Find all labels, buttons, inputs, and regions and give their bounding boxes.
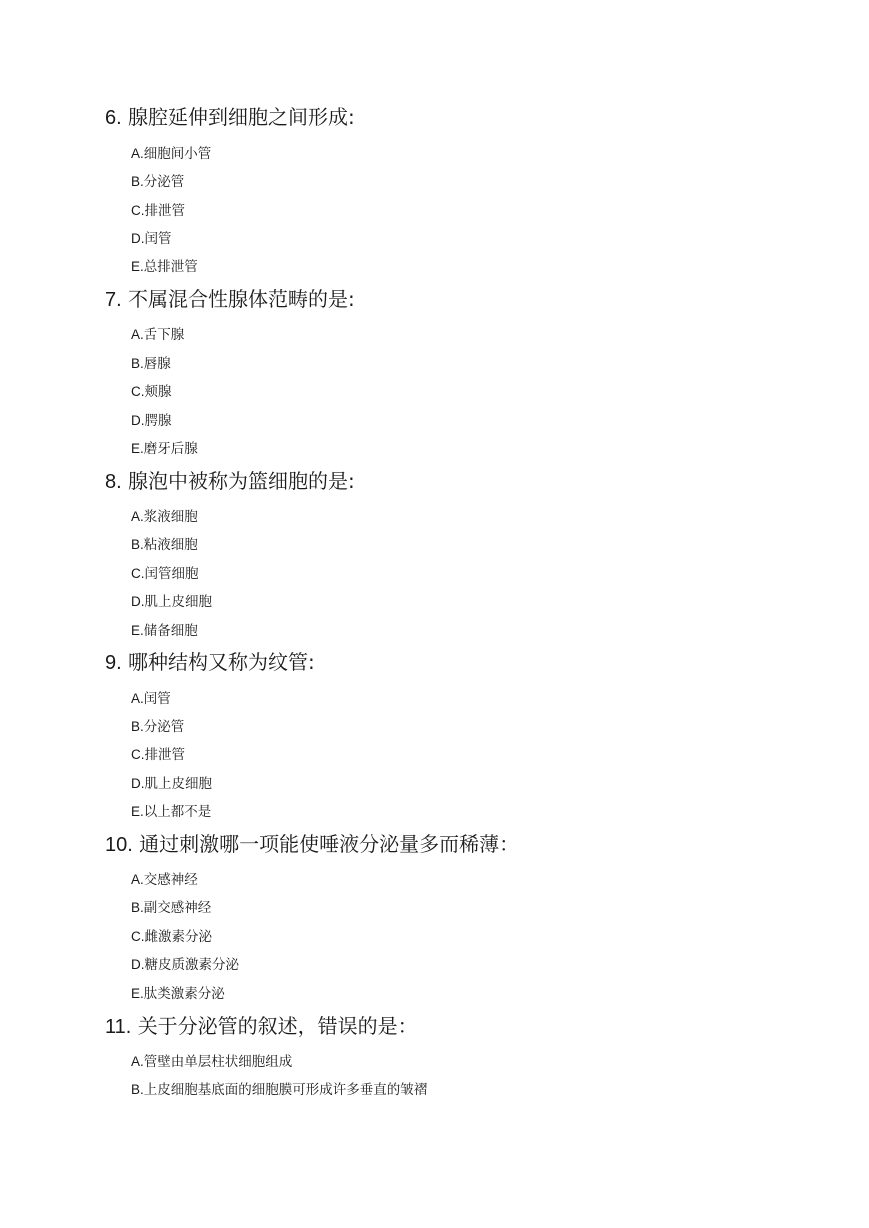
option-text: 颊腺 xyxy=(144,384,172,400)
question-text: 关于分泌管的叙述，错误的是： xyxy=(137,1014,418,1038)
question-title xyxy=(105,649,315,676)
option-text: 粘液细胞 xyxy=(143,537,198,553)
option-text: 肌上皮细胞 xyxy=(144,776,212,792)
option-b xyxy=(131,173,184,191)
question-title xyxy=(105,1013,418,1040)
option-a xyxy=(131,1053,292,1071)
option-text: 细胞间小管 xyxy=(143,146,212,162)
question-text: 腺泡中被称为篮细胞的是: xyxy=(128,469,355,493)
option-letter: E. xyxy=(131,986,144,1001)
option-letter: B. xyxy=(131,537,144,552)
question-title xyxy=(105,831,519,858)
option-letter: E. xyxy=(131,259,144,274)
option-e xyxy=(131,440,198,458)
option-a xyxy=(131,690,171,708)
question-title xyxy=(105,104,355,131)
option-b xyxy=(131,1081,427,1099)
question-text: 不属混合性腺体范畴的是: xyxy=(128,287,355,311)
option-text: 分泌管 xyxy=(143,719,185,735)
option-text: 排泄管 xyxy=(144,203,185,219)
option-a xyxy=(131,871,198,889)
option-e xyxy=(131,985,225,1003)
question-text: 腺腔延伸到细胞之间形成: xyxy=(128,105,355,129)
option-letter: E. xyxy=(131,804,144,819)
question-number: 8. xyxy=(105,471,122,493)
option-text: 闰管细胞 xyxy=(144,566,199,582)
option-text: 交感神经 xyxy=(143,872,198,888)
option-text: 闰管 xyxy=(144,231,172,247)
option-d xyxy=(131,412,172,430)
option-c xyxy=(131,746,185,764)
option-text: 浆液细胞 xyxy=(143,509,198,525)
question-text: 通过刺激哪一项能使唾液分泌量多而稀薄： xyxy=(139,832,520,856)
question-text: 哪种结构又称为纹管: xyxy=(128,650,315,674)
option-letter: D. xyxy=(131,413,145,428)
option-d xyxy=(131,775,212,793)
option-d xyxy=(131,593,212,611)
question-number: 6. xyxy=(105,107,122,129)
option-text: 唇腺 xyxy=(143,356,171,372)
option-a xyxy=(131,145,211,163)
option-letter: B. xyxy=(131,174,144,189)
option-letter: C. xyxy=(131,747,145,762)
option-text: 糖皮质激素分泌 xyxy=(144,957,239,973)
option-letter: E. xyxy=(131,441,144,456)
question-number: 7. xyxy=(105,289,122,311)
option-text: 管壁由单层柱状细胞组成 xyxy=(143,1054,293,1070)
question-number: 10. xyxy=(105,834,133,856)
option-letter: C. xyxy=(131,929,145,944)
option-letter: B. xyxy=(131,719,144,734)
option-letter: E. xyxy=(131,623,144,638)
option-letter: D. xyxy=(131,231,145,246)
question-number: 9. xyxy=(105,652,122,674)
option-b xyxy=(131,355,171,373)
option-text: 总排泄管 xyxy=(143,259,198,275)
option-c xyxy=(131,928,212,946)
option-b xyxy=(131,536,198,554)
option-c xyxy=(131,565,199,583)
option-letter: B. xyxy=(131,900,144,915)
option-letter: A. xyxy=(131,872,144,887)
option-letter: B. xyxy=(131,1082,144,1097)
option-c xyxy=(131,202,185,220)
option-text: 肌上皮细胞 xyxy=(144,594,212,610)
option-b xyxy=(131,899,211,917)
option-letter: A. xyxy=(131,509,144,524)
option-text: 副交感神经 xyxy=(143,900,212,916)
option-text: 储备细胞 xyxy=(143,623,198,639)
option-letter: C. xyxy=(131,384,145,399)
option-c xyxy=(131,383,172,401)
option-text: 以上都不是 xyxy=(143,804,212,820)
option-text: 肽类激素分泌 xyxy=(143,986,225,1002)
question-title xyxy=(105,468,355,495)
option-text: 分泌管 xyxy=(143,174,185,190)
option-letter: A. xyxy=(131,146,144,161)
option-letter: A. xyxy=(131,327,144,342)
option-letter: D. xyxy=(131,957,145,972)
option-letter: C. xyxy=(131,203,145,218)
option-d xyxy=(131,230,172,248)
option-letter: A. xyxy=(131,691,144,706)
option-letter: A. xyxy=(131,1054,144,1069)
option-text: 上皮细胞基底面的细胞膜可形成许多垂直的皱褶 xyxy=(143,1082,428,1098)
option-text: 雌激素分泌 xyxy=(144,929,212,945)
option-d xyxy=(131,956,239,974)
option-text: 排泄管 xyxy=(144,747,185,763)
option-text: 腭腺 xyxy=(144,413,172,429)
option-letter: D. xyxy=(131,594,145,609)
option-letter: C. xyxy=(131,566,145,581)
option-text: 磨牙后腺 xyxy=(143,441,198,457)
option-a xyxy=(131,508,198,526)
question-number: 11. xyxy=(105,1016,132,1038)
option-letter: D. xyxy=(131,776,145,791)
option-text: 舌下腺 xyxy=(143,327,185,343)
option-b xyxy=(131,718,184,736)
option-letter: B. xyxy=(131,356,144,371)
option-a xyxy=(131,326,184,344)
option-e xyxy=(131,803,211,821)
option-text: 闰管 xyxy=(143,691,171,707)
question-title xyxy=(105,286,355,313)
option-e xyxy=(131,258,198,276)
option-e xyxy=(131,622,198,640)
